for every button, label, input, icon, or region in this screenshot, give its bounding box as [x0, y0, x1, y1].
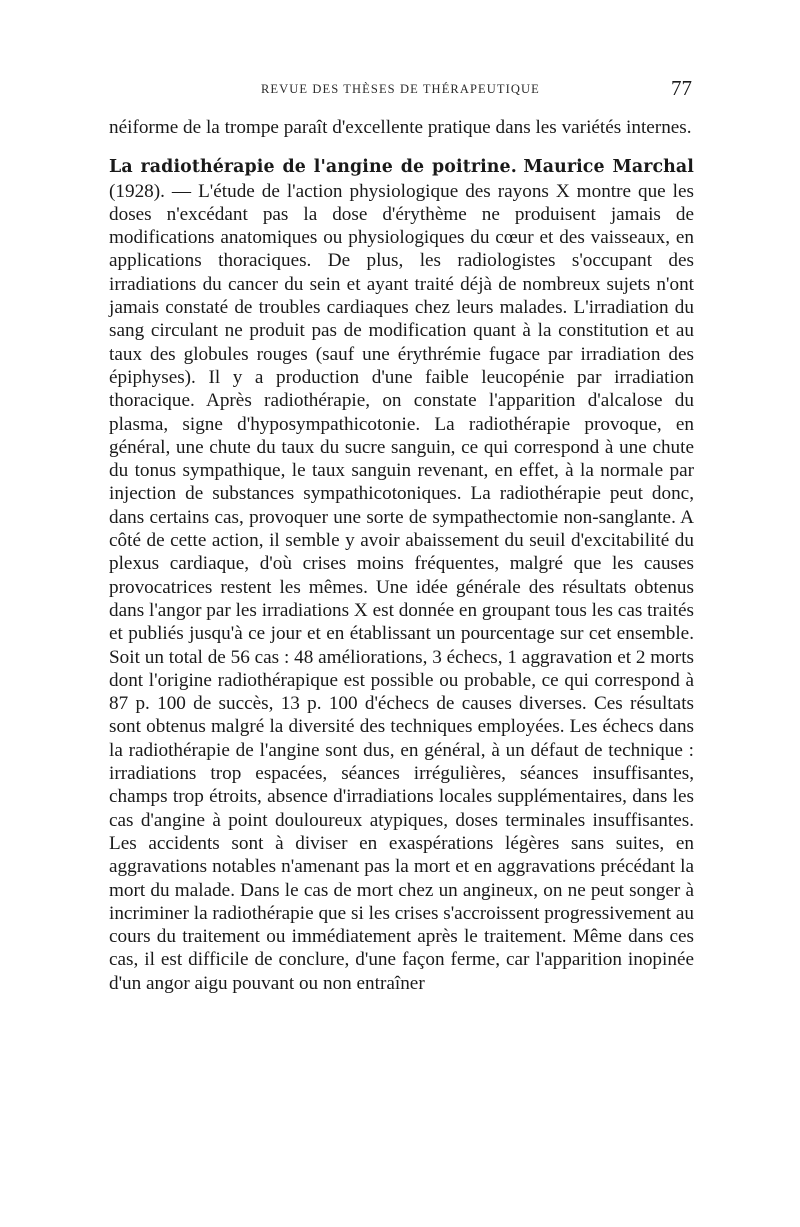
- page-number: 77: [671, 76, 692, 100]
- running-title: REVUE DES THÈSES DE THÉRAPEUTIQUE: [261, 82, 540, 96]
- article-paragraph: [109, 155, 694, 995]
- page: [109, 74, 694, 995]
- article-body: — L'étude de l'action physiologique des rayons X montre que les doses n'excédant pas la dose d'érythème ne produisent jamais de modifications anatomiques ou physiologiques du cœur et des vaisseaux, en applications thoraciques. De plus, les radiologistes s'occupant des irradiations du cancer du sein et ayant traité déjà de nombreux sujets n'ont jamais constaté de troubles cardiaques chez leurs malades. L'irradiation du sang circulant ne produit pas de modification quant à la constitution et au taux des globules rouges (sauf une érythrémie fugace par irradiation des épiphyses). Il y a production d'une faible leucopénie par irradiation thoracique. Après radiothérapie, on constate l'apparition d'alcalose du plasma, signe d'hyposympathicotonie. La radiothérapie provoque, en général, une chute du taux du sucre sanguin, ce qui correspond à une chute du tonus sympathique, le taux sanguin revenant, en effet, à la normale par injection de substances sympathicotoniques. La radiothérapie peut donc, dans certains cas, provoquer une sorte de sympathectomie non-sanglante. A côté de cette action, il semble y avoir abaissement du seuil d'excitabilité du plexus cardiaque, d'où crises moins fréquentes, malgré que les causes provocatrices restent les mêmes. Une idée générale des résultats obtenus dans l'angor par les irradiations X est donnée en groupant tous les cas traités et publiés jusqu'à ce jour et en établissant un pourcentage sur cet ensemble. Soit un total de 56 cas : 48 améliorations, 3 échecs, 1 aggravation et 2 morts dont l'origine radiothérapique est possible ou probable, ce qui correspond à 87 p. 100 de succès, 13 p. 100 d'échecs de causes diverses. Ces résultats sont obtenus malgré la diversité des techniques employées. Les échecs dans la radiothérapie de l'angine sont dus, en général, à un défaut de technique : irradiations trop espacées, séances irrégulières, séances insuffisantes, champs trop étroits, absence d'irradiations locales supplémentaires, dans les cas d'angine à point douloureux atypiques, doses terminales insuffisantes. Les accidents sont à diviser en exaspérations légères sans suites, en aggravations notables n'amenant pas la mort et en aggravations précédant la mort du malade. Dans le cas de mort chez un angineux, on ne peut songer à incriminer la radiothérapie que si les crises s'accroissent progressivement au cours du traitement ou immédiatement après le traitement. Même dans ces cas, il est difficile de conclure, d'une façon ferme, car l'apparition inopinée d'un angor aigu pouvant ou non entraîner: [109, 180, 694, 994]
- article-year: (1928).: [109, 180, 165, 202]
- body-text: [109, 116, 694, 995]
- continued-paragraph: néiforme de la trompe paraît d'excellente pratique dans les variétés internes.: [109, 117, 692, 138]
- running-head: [109, 74, 694, 104]
- article-title: La radiothérapie de l'angine de poitrine.: [109, 157, 517, 178]
- article-author: Maurice Marchal: [523, 157, 694, 178]
